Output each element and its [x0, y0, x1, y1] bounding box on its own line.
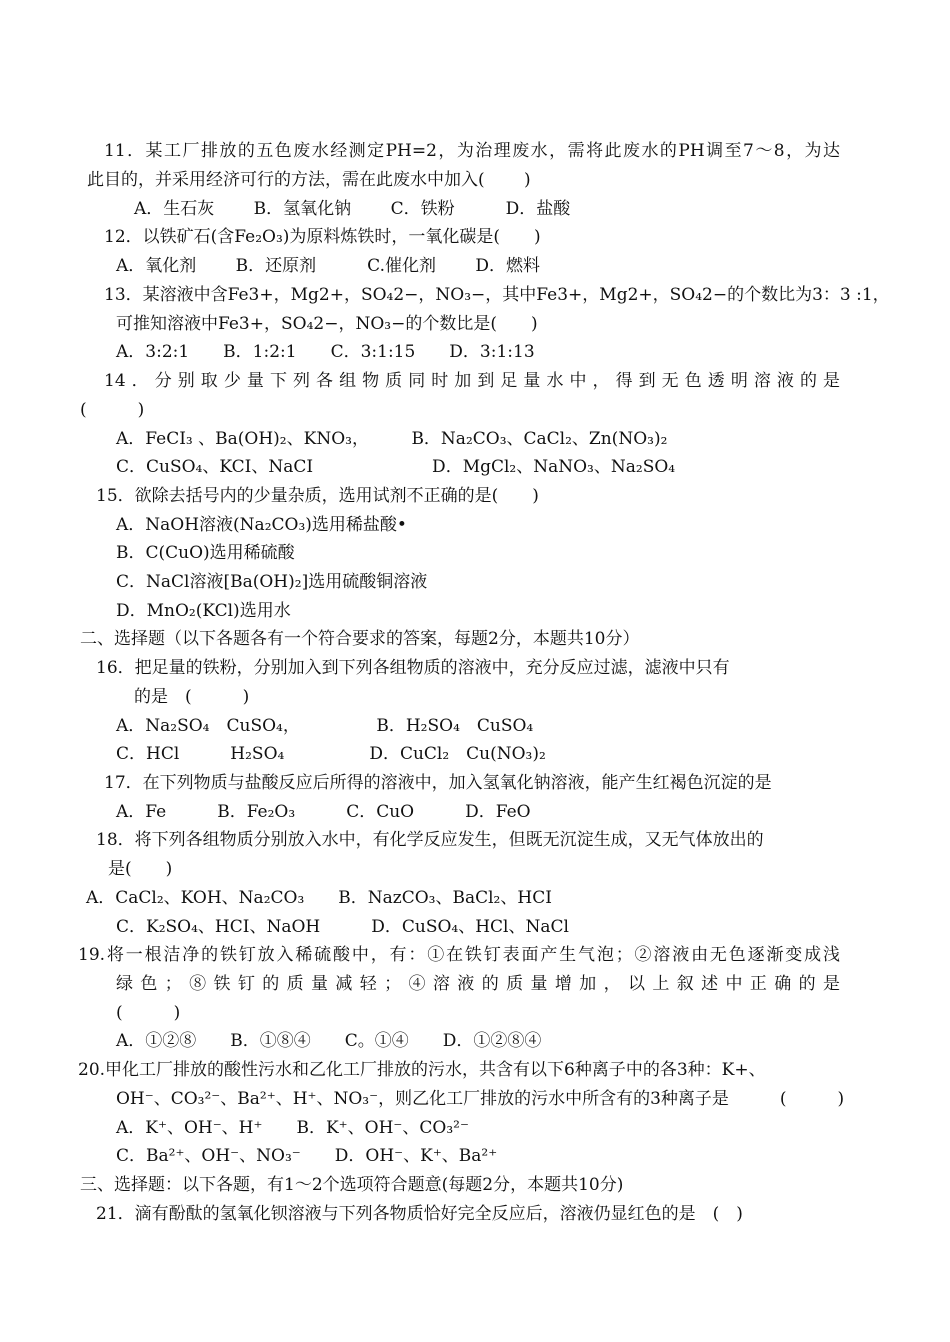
- question-11-stem: 11．某工厂排放的五色废水经测定PH=2，为治理废水，需将此废水的PH调至7～8，为达: [104, 141, 840, 161]
- question-19-stem-cont: 绿色；⑧铁钉的质量减轻；④溶液的质量增加，以上叙述中正确的是: [116, 974, 840, 994]
- question-14-options-ab: A．FeCI₃ 、Ba(OH)₂、KNO₃， B．Na₂CO₃、CaCl₂、Zn(NO₃)₂: [116, 429, 668, 449]
- question-15-stem: 15．欲除去括号内的少量杂质，选用试剂不正确的是( ): [96, 486, 539, 506]
- question-19-blank: ( ): [116, 1003, 181, 1023]
- question-19-stem: 19.将一根洁净的铁钉放入稀硫酸中，有：①在铁钉表面产生气泡；②溶液由无色逐渐变成浅: [78, 945, 840, 965]
- question-17-options: A．Fe B．Fe₂O₃ C．CuO D．FeO: [116, 802, 531, 822]
- question-20-stem-cont: OH⁻、CO₃²⁻、Ba²⁺、H⁺、NO₃⁻，则乙化工厂排放的污水中所含有的3种离子是 ( ): [116, 1089, 845, 1109]
- section-3-heading: 三、选择题：以下各题，有1～2个选项符合题意(每题2分，本题共10分): [80, 1175, 624, 1195]
- question-21-stem: 21．滴有酚酞的氢氧化钡溶液与下列各物质恰好完全反应后，溶液仍显红色的是 ( ): [96, 1204, 743, 1224]
- question-13-stem-cont: 可推知溶液中Fe3+，SO₄2−，NO₃−的个数比是( ): [116, 314, 538, 334]
- question-16-options-cd: C．HCl H₂SO₄ D．CuCl₂ Cu(NO₃)₂: [116, 744, 546, 764]
- question-15-option-b: B．C(CuO)选用稀硫酸: [116, 543, 295, 563]
- question-12-stem: 12．以铁矿石(含Fe₂O₃)为原料炼铁时，一氧化碳是( ): [104, 227, 541, 247]
- question-17-stem: 17．在下列物质与盐酸反应后所得的溶液中，加入氢氧化钠溶液，能产生红褐色沉淀的是: [104, 773, 772, 793]
- question-14-stem: 14．分别取少量下列各组物质同时加到足量水中，得到无色透明溶液的是: [104, 371, 840, 391]
- question-12-options: A．氧化剂 B．还原剂 C.催化剂 D．燃料: [116, 256, 541, 276]
- question-11-options: A．生石灰 B．氢氧化钠 C．铁粉 D．盐酸: [134, 199, 571, 219]
- question-15-option-d: D．MnO₂(KCl)选用水: [116, 601, 291, 621]
- question-11-stem-cont: 此目的，并采用经济可行的方法，需在此废水中加入( ): [87, 170, 531, 190]
- question-18-stem: 18．将下列各组物质分别放入水中，有化学反应发生，但既无沉淀生成，又无气体放出的: [96, 830, 764, 850]
- question-15-option-a: A．NaOH溶液(Na₂CO₃)选用稀盐酸•: [116, 515, 407, 535]
- question-20-options-ab: A．K⁺、OH⁻、H⁺ B．K⁺、OH⁻、CO₃²⁻: [116, 1118, 469, 1138]
- question-18-stem-cont: 是( ): [108, 859, 173, 879]
- question-18-options-ab: A．CaCl₂、KOH、Na₂CO₃ B．NazCO₃、BaCl₂、HCI: [86, 888, 552, 908]
- question-13-options: A．3:2:1 B．1:2:1 C．3:1:15 D．3:1:13: [116, 342, 535, 362]
- section-2-heading: 二、选择题（以下各题各有一个符合要求的答案，每题2分，本题共10分）: [80, 629, 640, 649]
- question-16-options-ab: A．Na₂SO₄ CuSO₄， B．H₂SO₄ CuSO₄: [116, 716, 534, 736]
- question-14-blank: ( ): [80, 400, 145, 420]
- question-20-options-cd: C．Ba²⁺、OH⁻、NO₃⁻ D．OH⁻、K⁺、Ba²⁺: [116, 1146, 498, 1166]
- question-18-options-cd: C．K₂SO₄、HCI、NaOH D．CuSO₄、HCl、NaCl: [116, 917, 569, 937]
- question-15-option-c: C．NaCl溶液[Ba(OH)₂]选用硫酸铜溶液: [116, 572, 428, 592]
- question-16-stem: 16．把足量的铁粉，分别加入到下列各组物质的溶液中，充分反应过滤，滤液中只有: [96, 658, 730, 678]
- question-19-options: A．①②⑧ B．①⑧④ C。①④ D．①②⑧④: [116, 1031, 542, 1051]
- question-13-stem: 13．某溶液中含Fe3+，Mg2+，SO₄2−，NO₃−，其中Fe3+，Mg2+，SO₄2−的个数比为3：3 :1，: [104, 285, 890, 305]
- question-16-stem-cont: 的是 ( ): [134, 687, 250, 707]
- question-14-options-cd: C．CuSO₄、KCI、NaCI D．MgCl₂、NaNO₃、Na₂SO₄: [116, 457, 676, 477]
- question-20-stem: 20.甲化工厂排放的酸性污水和乙化工厂排放的污水，共含有以下6种离子中的各3种：K+、: [78, 1060, 766, 1080]
